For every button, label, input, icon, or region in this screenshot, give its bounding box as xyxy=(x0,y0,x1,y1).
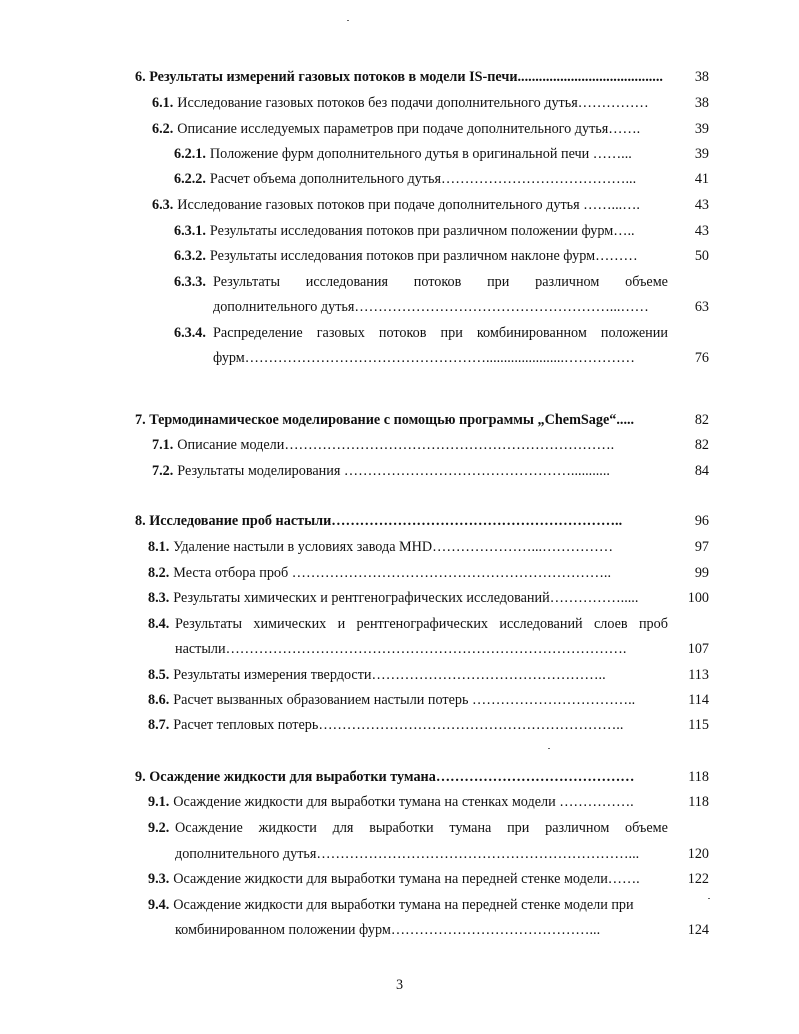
toc-entry-number: 8.5. xyxy=(148,667,170,683)
toc-chapter-title: 7. Термодинамическое моделирование с помощью программы „ChemSage“..... xyxy=(135,412,635,428)
toc-word: потоков xyxy=(413,274,462,290)
toc-entry-title-line1 xyxy=(213,271,668,293)
toc-word: положении xyxy=(600,325,668,341)
toc-chapter-6 xyxy=(0,66,799,88)
toc-page-number: 96 xyxy=(694,513,709,529)
toc-word: тумана xyxy=(449,820,492,836)
toc-section-6-2 xyxy=(0,118,799,140)
toc-word: Результаты xyxy=(175,616,242,632)
toc-entry-number: 6.2.1. xyxy=(174,146,206,162)
toc-entry-number: 7.1. xyxy=(152,437,174,453)
toc-entry-title: Удаление настыли в условиях завода МНD…………………...…………… xyxy=(173,539,614,555)
toc-word: Результаты xyxy=(213,274,280,290)
toc-section-9-2 xyxy=(0,817,799,839)
toc-chapter-title: 9. Осаждение жидкости для выработки тумана…………………………………… xyxy=(135,769,635,785)
toc-word: газовых xyxy=(316,325,365,341)
toc-section-6-3-3 xyxy=(0,271,799,293)
toc-page-number: 118 xyxy=(688,794,709,810)
toc-section-6-2-1 xyxy=(0,143,799,165)
toc-entry xyxy=(152,194,640,216)
toc-chapter-9 xyxy=(0,766,799,788)
toc-chapter-title: 8. Исследование проб настыли…………………………………………………….. xyxy=(135,513,623,529)
toc-section-9-4-cont xyxy=(0,919,799,941)
toc-page-number: 82 xyxy=(694,437,709,453)
toc-entry-title: Результаты химических и рентгенографических исследований……………..... xyxy=(173,590,639,606)
toc-entry-number: 6.2. xyxy=(152,121,174,137)
toc-word: различном xyxy=(535,274,600,290)
toc-entry xyxy=(148,664,606,686)
toc-page-number: 118 xyxy=(688,769,709,785)
toc-word: при xyxy=(507,820,530,836)
toc-entry-number: 6.1. xyxy=(152,95,174,111)
toc-section-7-2 xyxy=(0,460,799,482)
toc-word: для xyxy=(332,820,354,836)
toc-entry-title: Исследование газовых потоков без подачи дополнительного дутья…………… xyxy=(177,95,649,111)
toc-page-number: 113 xyxy=(688,667,709,683)
toc-page-number: 84 xyxy=(694,463,709,479)
toc-word: исследований xyxy=(499,616,583,632)
toc-entry xyxy=(174,168,636,190)
toc-page-number: 120 xyxy=(687,846,709,862)
toc-entry-number: 6.3.3. xyxy=(174,274,206,290)
toc-entry-title-line1 xyxy=(213,322,668,344)
toc-entry xyxy=(148,562,611,584)
toc-page-number: 114 xyxy=(688,692,709,708)
toc-section-8-2 xyxy=(0,562,799,584)
toc-entry-number: 9.1. xyxy=(148,794,170,810)
toc-entry xyxy=(152,460,610,482)
toc-section-6-3 xyxy=(0,194,799,216)
toc-entry-number: 8.1. xyxy=(148,539,170,555)
toc-entry-number: 8.3. xyxy=(148,590,170,606)
toc-entry xyxy=(152,92,649,114)
toc-word: при xyxy=(440,325,463,341)
toc-page-number: 99 xyxy=(694,565,709,581)
toc-word: комбинированном xyxy=(476,325,587,341)
toc-section-9-2-cont xyxy=(0,843,799,865)
toc-entry-number: 6.3.4. xyxy=(174,325,206,341)
toc-entry-number: 8.7. xyxy=(148,717,170,733)
page-number: 3 xyxy=(395,977,404,993)
toc-word: химических xyxy=(253,616,327,632)
toc-section-6-2-2 xyxy=(0,168,799,190)
toc-entry-title-line2: дополнительного дутья…………………………………………………………... xyxy=(175,846,640,862)
toc-section-6-3-2 xyxy=(0,245,799,267)
toc-entry-title-line2: комбинированном положении фурм……………………………………... xyxy=(175,922,601,938)
toc-entry-title-line1 xyxy=(175,817,668,839)
toc-word: и xyxy=(337,616,346,632)
toc-page-number: 43 xyxy=(694,197,709,213)
toc-entry-title: Результаты измерения твердости………………………………………….. xyxy=(173,667,606,683)
toc-page-number: 39 xyxy=(694,121,709,137)
toc-page-number: 63 xyxy=(694,299,709,315)
toc-entry-title: Осаждение жидкости для выработки тумана на стенках модели ……………. xyxy=(173,794,634,810)
toc-entry xyxy=(148,714,623,736)
toc-section-8-4-cont xyxy=(0,638,799,660)
toc-entry-title: Результаты моделирования …………………………………………........... xyxy=(177,463,610,479)
toc-entry-title: Расчет объема дополнительного дутья…………………………………... xyxy=(209,171,637,187)
toc-section-9-3 xyxy=(0,868,799,890)
toc-entry-title-line2: настыли…………………………………………………………………………. xyxy=(175,641,627,657)
toc-entry-title: Результаты исследования потоков при различном наклоне фурм……… xyxy=(209,248,638,264)
toc-entry-number: 6.3.1. xyxy=(174,223,206,239)
toc-entry-title: Места отбора проб ………………………………………………………….. xyxy=(173,565,611,581)
toc-page-number: 115 xyxy=(688,717,709,733)
toc-page-number: 43 xyxy=(694,223,709,239)
toc-entry xyxy=(174,220,635,242)
toc-entry-title: Положение фурм дополнительного дутья в оригинальной печи ……... xyxy=(209,146,632,162)
toc-page-number: 82 xyxy=(694,412,709,428)
toc-entry-title-line2: дополнительного дутья………………………………………………...…… xyxy=(213,299,649,315)
toc-entry-number: 9.2. xyxy=(148,820,170,836)
toc-word: рентгенографических xyxy=(356,616,489,632)
toc-entry xyxy=(148,587,638,609)
toc-entry xyxy=(148,536,613,558)
toc-page-number: 100 xyxy=(687,590,709,606)
toc-page-number: 39 xyxy=(694,146,709,162)
toc-section-8-5 xyxy=(0,664,799,686)
toc-section-8-4 xyxy=(0,613,799,635)
toc-section-8-3 xyxy=(0,587,799,609)
toc-page-number: 76 xyxy=(694,350,709,366)
toc-word: потоков xyxy=(378,325,427,341)
toc-word: объеме xyxy=(625,274,668,290)
toc-word: слоев xyxy=(593,616,628,632)
toc-word: проб xyxy=(638,616,668,632)
toc-page-number: 50 xyxy=(694,248,709,264)
toc-entry-number: 8.6. xyxy=(148,692,170,708)
toc-word: выработки xyxy=(369,820,434,836)
toc-page-number: 38 xyxy=(694,95,709,111)
toc-page-number: 107 xyxy=(687,641,709,657)
toc-entry-number: 6.3. xyxy=(152,197,174,213)
toc-entry xyxy=(174,245,638,267)
toc-word: исследования xyxy=(305,274,388,290)
toc-entry xyxy=(152,434,614,456)
toc-entry-title: Расчет вызванных образованием настыли потерь …………………………….. xyxy=(173,692,636,708)
toc-page-number: 97 xyxy=(694,539,709,555)
toc-word: различном xyxy=(545,820,610,836)
toc-entry-number: 8.4. xyxy=(148,616,170,632)
toc-section-6-3-1 xyxy=(0,220,799,242)
toc-page-number: 122 xyxy=(687,871,709,887)
toc-entry-number: 9.3. xyxy=(148,871,170,887)
toc-entry-number: 9.4. xyxy=(148,897,170,913)
toc-entry xyxy=(152,118,640,140)
toc-section-6-1 xyxy=(0,92,799,114)
toc-entry-title: Описание модели……………………………………………………………. xyxy=(177,437,615,453)
toc-section-9-4 xyxy=(0,894,799,916)
toc-word: жидкости xyxy=(258,820,317,836)
toc-page-number: 124 xyxy=(687,922,709,938)
toc-entry-title: Расчет тепловых потерь……………………………………………………….. xyxy=(173,717,624,733)
toc-entry-title-line2: фурм……………………………………………......................…………… xyxy=(213,350,635,366)
toc-entry xyxy=(148,868,640,890)
toc-word: при xyxy=(487,274,510,290)
toc-word: объеме xyxy=(625,820,668,836)
toc-chapter-7 xyxy=(0,409,799,431)
toc-entry xyxy=(148,791,634,813)
toc-word: Распределение xyxy=(213,325,303,341)
toc-chapter-title: 6. Результаты измерений газовых потоков в модели IS-печи......................................... xyxy=(135,69,663,85)
scan-speck xyxy=(548,748,550,749)
toc-chapter-8 xyxy=(0,510,799,532)
toc-entry xyxy=(148,894,634,916)
toc-word: Осаждение xyxy=(175,820,243,836)
toc-entry-title: Исследование газовых потоков при подаче дополнительного дутья ……...…. xyxy=(177,197,640,213)
toc-entry-title: Осаждение жидкости для выработки тумана на передней стенке модели……. xyxy=(173,871,640,887)
toc-entry-title: Результаты исследования потоков при различном положении фурм….. xyxy=(209,223,635,239)
toc-entry-title-line1 xyxy=(175,613,668,635)
toc-section-8-6 xyxy=(0,689,799,711)
toc-page-number: 41 xyxy=(694,171,709,187)
toc-entry-number: 6.3.2. xyxy=(174,248,206,264)
toc-entry-number: 7.2. xyxy=(152,463,174,479)
toc-entry-number: 6.2.2. xyxy=(174,171,206,187)
toc-section-6-3-4 xyxy=(0,322,799,344)
toc-entry xyxy=(148,689,635,711)
toc-section-8-7 xyxy=(0,714,799,736)
toc-entry-title: Описание исследуемых параметров при подаче дополнительного дутья……. xyxy=(177,121,641,137)
scan-speck xyxy=(347,20,349,21)
toc-section-8-1 xyxy=(0,536,799,558)
toc-section-7-1 xyxy=(0,434,799,456)
toc-entry-title-line1: Осаждение жидкости для выработки тумана на передней стенке модели при xyxy=(173,897,634,913)
toc-page-number: 38 xyxy=(694,69,709,85)
toc-section-6-3-4-cont xyxy=(0,347,799,369)
toc-section-9-1 xyxy=(0,791,799,813)
toc-entry xyxy=(174,143,632,165)
toc-entry-number: 8.2. xyxy=(148,565,170,581)
toc-section-6-3-3-cont xyxy=(0,296,799,318)
